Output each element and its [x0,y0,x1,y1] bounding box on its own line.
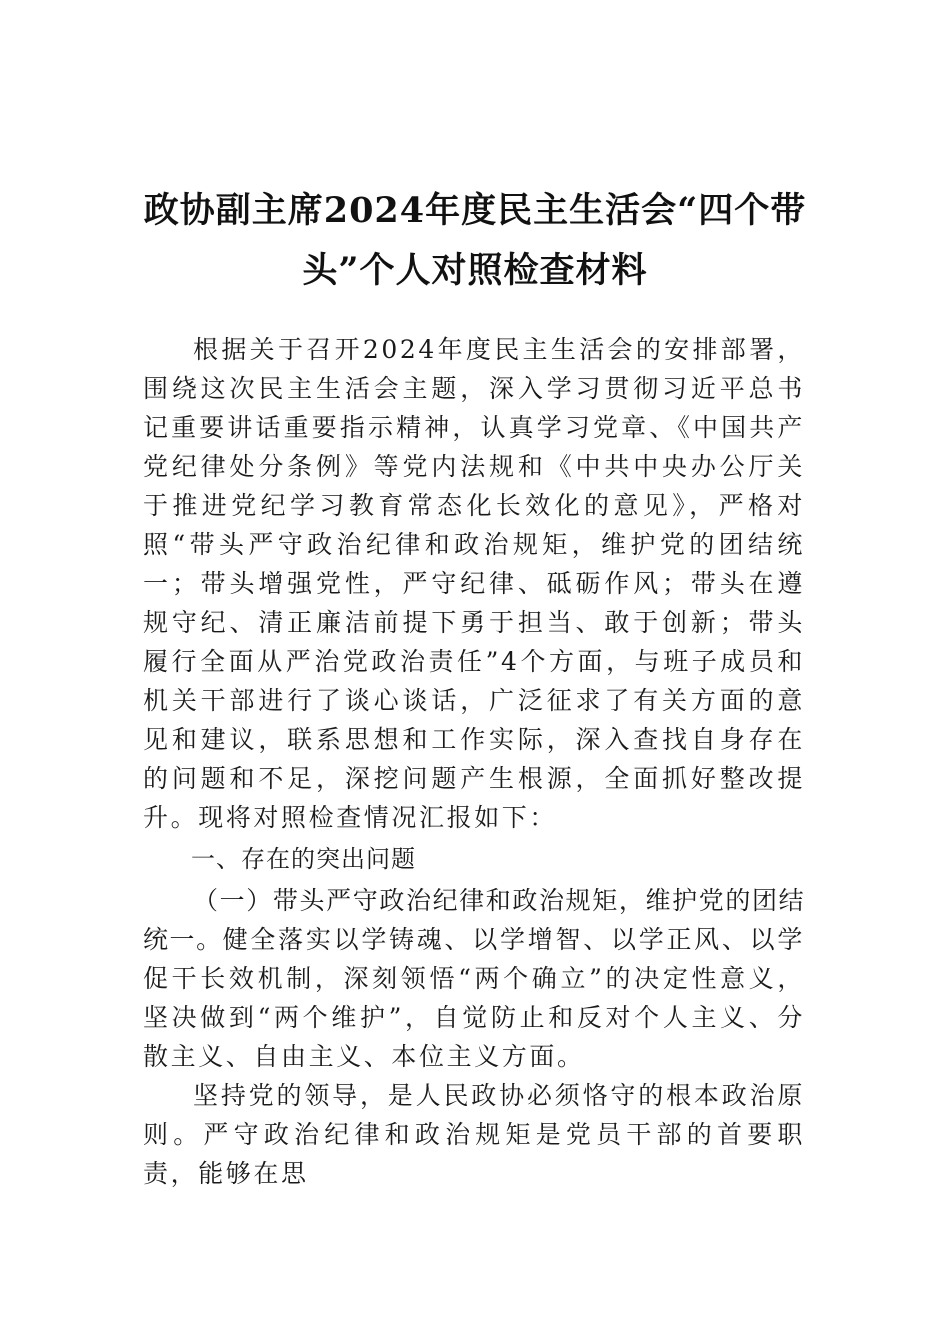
document-title: 政协副主席2024年度民主生活会“四个带头”个人对照检查材料 [143,190,807,292]
section-heading-problems: 一、存在的突出问题 [191,845,416,873]
paragraph-party-leadership: 坚持党的领导，是人民政协必须恪守的根本政治原则。严守政治纪律和政治规矩是党员干部的首要职责，能够在思 [143,1081,805,1188]
subsection-1-text: 健全落实以学铸魂、以学增智、以学正风、以学促干长效机制，深刻领悟“两个确立”的决定性意义，坚决做到“两个维护”，自觉防止和反对个人主义、分散主义、自由主义、本位主义方面。 [143,925,805,1071]
subsection-1-paragraph [143,881,805,1076]
subsection-1-heading: （一）带头严守政治纪律和政治规矩，维护党的团结统一。 [143,886,805,954]
document-body [143,330,805,1193]
intro-paragraph: 根据关于召开2024年度民主生活会的安排部署，围绕这次民主生活会主题，深入学习贯彻习近平总书记重要讲话重要指示精神，认真学习党章、《中国共产党纪律处分条例》等党内法规和《中共中央办公厅关于推进党纪学习教育常态化长效化的意见》，严格对照“带头严守政治纪律和政治规矩，维护党的团结统一；带头增强党性，严守纪律、砥砺作风；带头在遵规守纪、清正廉洁前提下勇于担当、敢于创新；带头履行全面从严治党政治责任”4个方面，与班子成员和机关干部进行了谈心谈话，广泛征求了有关方面的意见和建议，联系思想和工作实际，深入查找自身存在的问题和不足，深挖问题产生根源，全面抓好整改提升。现将对照检查情况汇报如下： [143,335,805,832]
